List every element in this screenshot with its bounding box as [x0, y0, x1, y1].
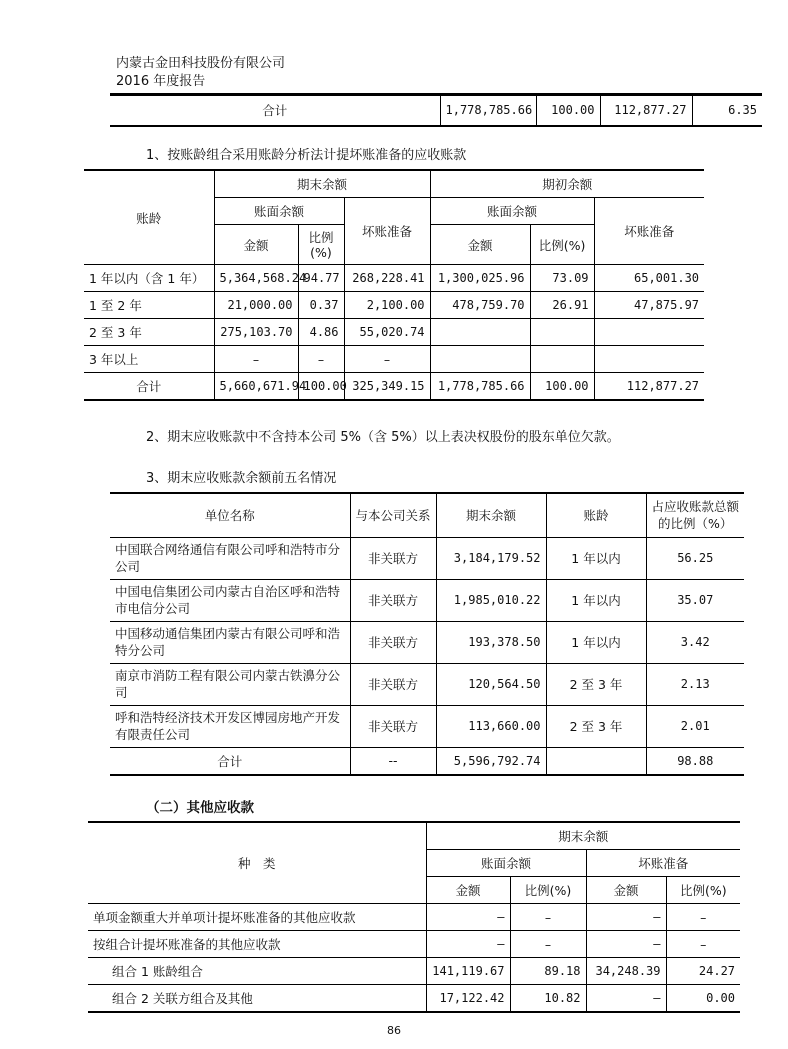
other-receivables-table: [88, 821, 740, 1013]
row-label: 单项金额重大并单项计提坏账准备的其他应收款: [88, 904, 426, 931]
cell: 98.88: [646, 747, 744, 775]
cell: [430, 346, 530, 373]
cell: 0.37: [298, 292, 344, 319]
header-ratio: 占应收账款总额的比例（%）: [646, 493, 744, 537]
table-row: [84, 265, 704, 292]
row-label: 3 年以上: [84, 346, 214, 373]
cell: 73.09: [530, 265, 594, 292]
company-name-cell: 呼和浩特经济技术开发区博园房地产开发有限责任公司: [110, 705, 350, 747]
row-label: 合计: [110, 747, 350, 775]
company-name-cell: 中国移动通信集团内蒙古有限公司呼和浩特分公司: [110, 621, 350, 663]
paragraph-2: 2、期末应收账款中不含持本公司 5%（含 5%）以上表决权股份的股东单位欠款。: [146, 430, 620, 445]
cell: 2.13: [646, 663, 744, 705]
cell: 24.27: [666, 958, 740, 985]
header-aging: 账龄: [84, 170, 214, 265]
cell: [530, 319, 594, 346]
cell: –: [426, 931, 510, 958]
table-row: [110, 579, 744, 621]
cell: –: [214, 346, 298, 373]
header-amount: 金额: [426, 877, 510, 904]
header-relation: 与本公司关系: [350, 493, 436, 537]
header-bad-debt: 坏账准备: [344, 198, 430, 265]
cell: 478,759.70: [430, 292, 530, 319]
header-begin-balance: 期初余额: [430, 170, 704, 198]
table-row: [84, 346, 704, 373]
cell: 113,660.00: [436, 705, 546, 747]
paragraph-1: 1、按账龄组合采用账龄分析法计提坏账准备的应收账款: [146, 148, 467, 163]
cell: 275,103.70: [214, 319, 298, 346]
aging-table: [84, 169, 704, 401]
cell: 120,564.50: [436, 663, 546, 705]
table-row: [88, 958, 740, 985]
cell: 非关联方: [350, 663, 436, 705]
header-ratio-pct: (%): [310, 244, 332, 260]
cell: 1 年以内: [546, 621, 646, 663]
cell: –: [298, 346, 344, 373]
cell: 47,875.97: [594, 292, 704, 319]
cell: 2 至 3 年: [546, 663, 646, 705]
top-total-table: [110, 95, 762, 127]
cell: 17,122.42: [426, 985, 510, 1013]
cell: 325,349.15: [344, 373, 430, 401]
cell: 1,778,785.66: [430, 373, 530, 401]
cell: 非关联方: [350, 621, 436, 663]
cell: 10.82: [510, 985, 586, 1013]
cell: 89.18: [510, 958, 586, 985]
header-aging: 账龄: [546, 493, 646, 537]
cell: –: [426, 904, 510, 931]
header-amount: 金额: [430, 225, 530, 265]
row-label: 组合 1 账龄组合: [88, 958, 426, 985]
header-book-balance: 账面余额: [214, 198, 344, 225]
table-row: [110, 537, 744, 579]
row-label: 1 至 2 年: [84, 292, 214, 319]
table-total-row: [84, 373, 704, 401]
cell: 5,660,671.94: [214, 373, 298, 401]
report-title: 2016 年度报告: [116, 74, 206, 89]
cell: [430, 319, 530, 346]
cell: –: [666, 931, 740, 958]
cell: 55,020.74: [344, 319, 430, 346]
header-bad-debt: 坏账准备: [586, 850, 740, 877]
top-total-cell: 112,877.27: [600, 96, 692, 126]
table-row: [88, 904, 740, 931]
table-row: [84, 292, 704, 319]
header-type: 种 类: [88, 822, 426, 904]
header-amount: 金额: [214, 225, 298, 265]
company-name: 内蒙古金田科技股份有限公司: [116, 56, 286, 71]
cell: –: [510, 904, 586, 931]
cell: 非关联方: [350, 537, 436, 579]
cell: 1,300,025.96: [430, 265, 530, 292]
table-row: [110, 621, 744, 663]
cell: [594, 346, 704, 373]
cell: 65,001.30: [594, 265, 704, 292]
header-ratio: 比例(%): [530, 225, 594, 265]
header-end-balance: 期末余额: [214, 170, 430, 198]
header-ratio-label: 比例: [308, 229, 334, 245]
cell: –: [586, 904, 666, 931]
cell: –: [586, 985, 666, 1013]
cell: 268,228.41: [344, 265, 430, 292]
row-label: 合计: [84, 373, 214, 401]
cell: 5,364,568.24: [214, 265, 298, 292]
top-total-cell: 1,778,785.66: [440, 96, 536, 126]
header-bad-debt: 坏账准备: [594, 198, 704, 265]
header-ratio: 比例(%): [510, 877, 586, 904]
cell: [530, 346, 594, 373]
company-name-cell: 南京市消防工程有限公司内蒙古铁濞分公司: [110, 663, 350, 705]
cell: 2,100.00: [344, 292, 430, 319]
header-end-balance: 期末余额: [436, 493, 546, 537]
cell: 141,119.67: [426, 958, 510, 985]
company-name-cell: 中国电信集团公司内蒙古自治区呼和浩特市电信分公司: [110, 579, 350, 621]
table-row: [110, 663, 744, 705]
cell: 2 至 3 年: [546, 705, 646, 747]
cell: 1,985,010.22: [436, 579, 546, 621]
cell: 1 年以内: [546, 579, 646, 621]
top-total-cell: 6.35: [692, 96, 762, 126]
cell: –: [344, 346, 430, 373]
cell: 193,378.50: [436, 621, 546, 663]
page-number: 86: [387, 1024, 401, 1037]
table-row: [110, 705, 744, 747]
top5-table: [110, 492, 744, 776]
cell: 56.25: [646, 537, 744, 579]
row-label: 组合 2 关联方组合及其他: [88, 985, 426, 1013]
header-end-balance: 期末余额: [426, 822, 740, 850]
cell: 非关联方: [350, 705, 436, 747]
top-total-cell: 100.00: [536, 96, 600, 126]
cell: --: [350, 747, 436, 775]
top-total-label: 合计: [110, 96, 440, 126]
cell: 94.77: [298, 265, 344, 292]
cell: 21,000.00: [214, 292, 298, 319]
cell: 3.42: [646, 621, 744, 663]
header-ratio: 比例(%): [666, 877, 740, 904]
cell: 100.00: [530, 373, 594, 401]
row-label: 按组合计提坏账准备的其他应收款: [88, 931, 426, 958]
cell: [546, 747, 646, 775]
header-book-balance: 账面余额: [426, 850, 586, 877]
table-row: [88, 985, 740, 1013]
company-name-cell: 中国联合网络通信有限公司呼和浩特市分公司: [110, 537, 350, 579]
cell: –: [666, 904, 740, 931]
section-title: （二）其他应收款: [146, 800, 254, 816]
cell: 3,184,179.52: [436, 537, 546, 579]
paragraph-3: 3、期末应收账款余额前五名情况: [146, 471, 337, 486]
header-amount: 金额: [586, 877, 666, 904]
cell: 112,877.27: [594, 373, 704, 401]
table-row: [84, 319, 704, 346]
cell: 34,248.39: [586, 958, 666, 985]
cell: 非关联方: [350, 579, 436, 621]
cell: [594, 319, 704, 346]
header-company: 单位名称: [110, 493, 350, 537]
header-ratio: [298, 225, 344, 265]
cell: 5,596,792.74: [436, 747, 546, 775]
cell: 4.86: [298, 319, 344, 346]
cell: 35.07: [646, 579, 744, 621]
cell: 1 年以内: [546, 537, 646, 579]
cell: 0.00: [666, 985, 740, 1013]
cell: –: [510, 931, 586, 958]
cell: 26.91: [530, 292, 594, 319]
cell: –: [586, 931, 666, 958]
cell: 2.01: [646, 705, 744, 747]
row-label: 1 年以内（含 1 年）: [84, 265, 214, 292]
table-total-row: [110, 747, 744, 775]
table-row: [88, 931, 740, 958]
row-label: 2 至 3 年: [84, 319, 214, 346]
cell: 100.00: [298, 373, 344, 401]
header-book-balance: 账面余额: [430, 198, 594, 225]
